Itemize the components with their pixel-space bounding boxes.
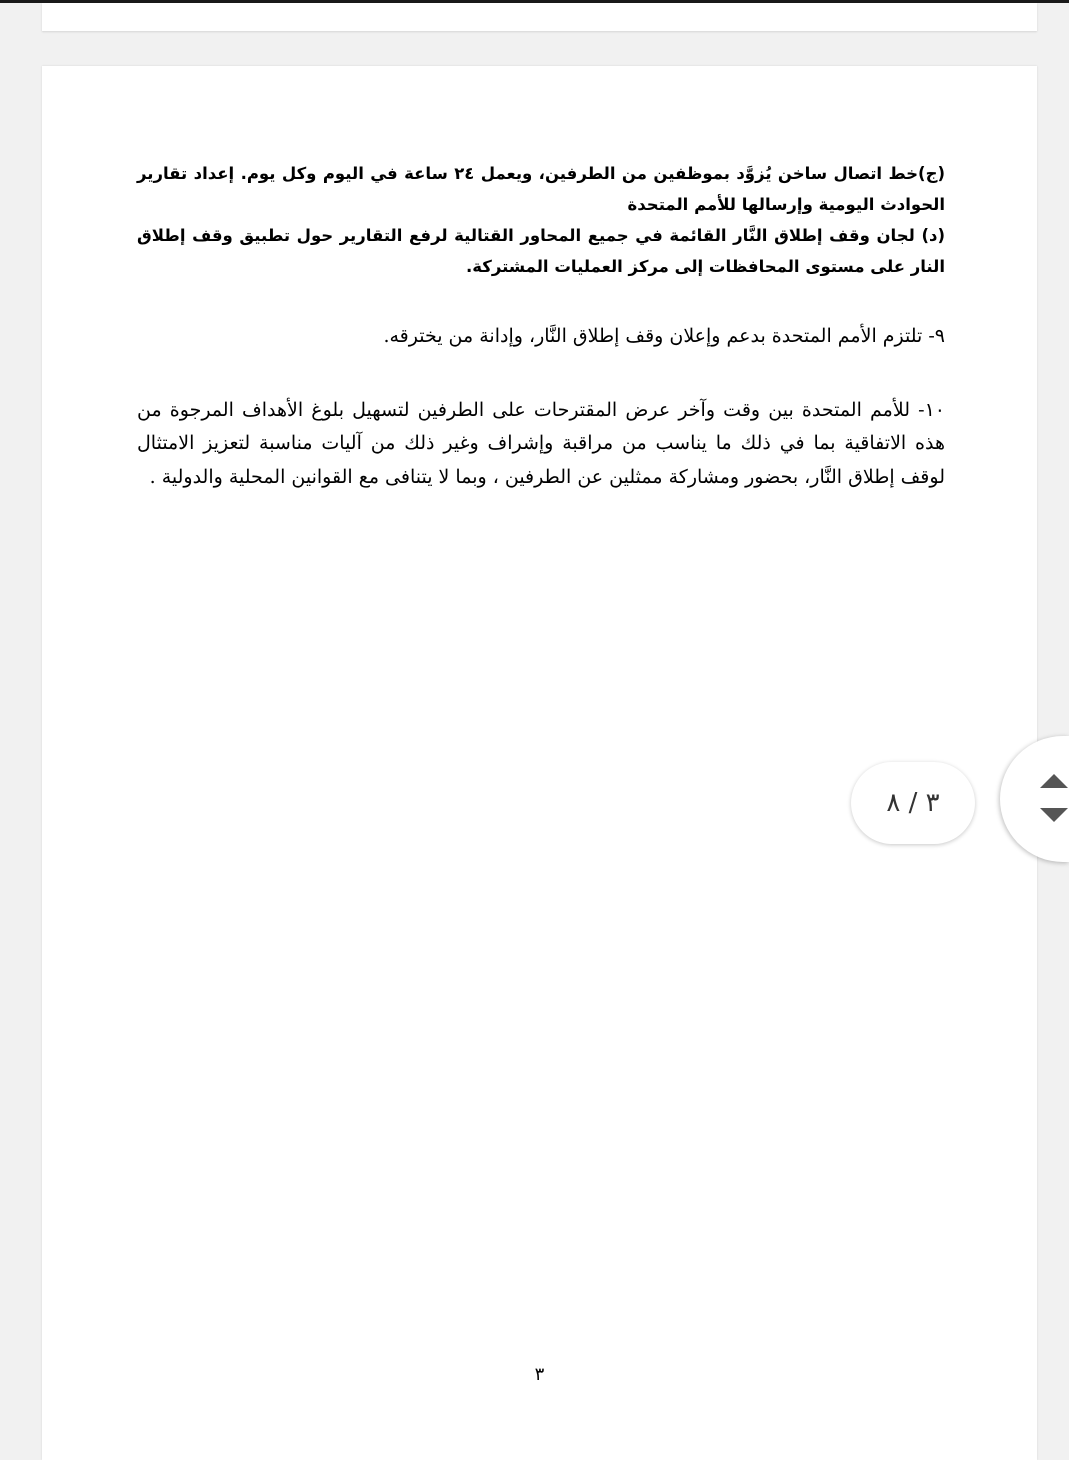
page-content [137, 158, 945, 494]
previous-page-edge [42, 3, 1037, 31]
page-number: ٣ [534, 1364, 545, 1385]
paragraph-9: ٩- تلتزم الأمم المتحدة بدعم وإعلان وقف إطلاق النَّار، وإدانة من يخترقه. [383, 325, 945, 347]
triangle-down-icon [1040, 808, 1068, 822]
paragraph-10: ١٠- للأمم المتحدة بين وقت وآخر عرض المقترحات على الطرفين لتسهيل بلوغ الأهداف المرجوة من هذه الاتفاقية بما في ذلك ما يناسب من مراقبة وإشراف وغير ذلك من آليات مناسبة لتعزيز الامتثال لوقف إطلاق النَّار، بحضور ومشاركة ممثلين عن الطرفين ، وبما لا يتنافى مع القوانين المحلية والدولية . [137, 398, 945, 488]
list-item-d: (د) لجان وقف إطلاق النَّار القائمة في جميع المحاور القتالية لرفع التقارير حول تطبيق وقف إطلاق النار على مستوى المحافظات إلى مركز العمليات المشتركة. [137, 226, 945, 276]
list-item-c: (ج)خط اتصال ساخن يُزوَّد بموظفين من الطرفين، ويعمل ٢٤ ساعة في اليوم وكل يوم. إعداد تقارير الحوادث اليومية وإرسالها للأمم المتحدة [137, 164, 945, 214]
page-indicator: ٣ / ٨ [851, 762, 975, 844]
triangle-up-icon [1040, 774, 1068, 788]
bold-list [137, 158, 945, 282]
